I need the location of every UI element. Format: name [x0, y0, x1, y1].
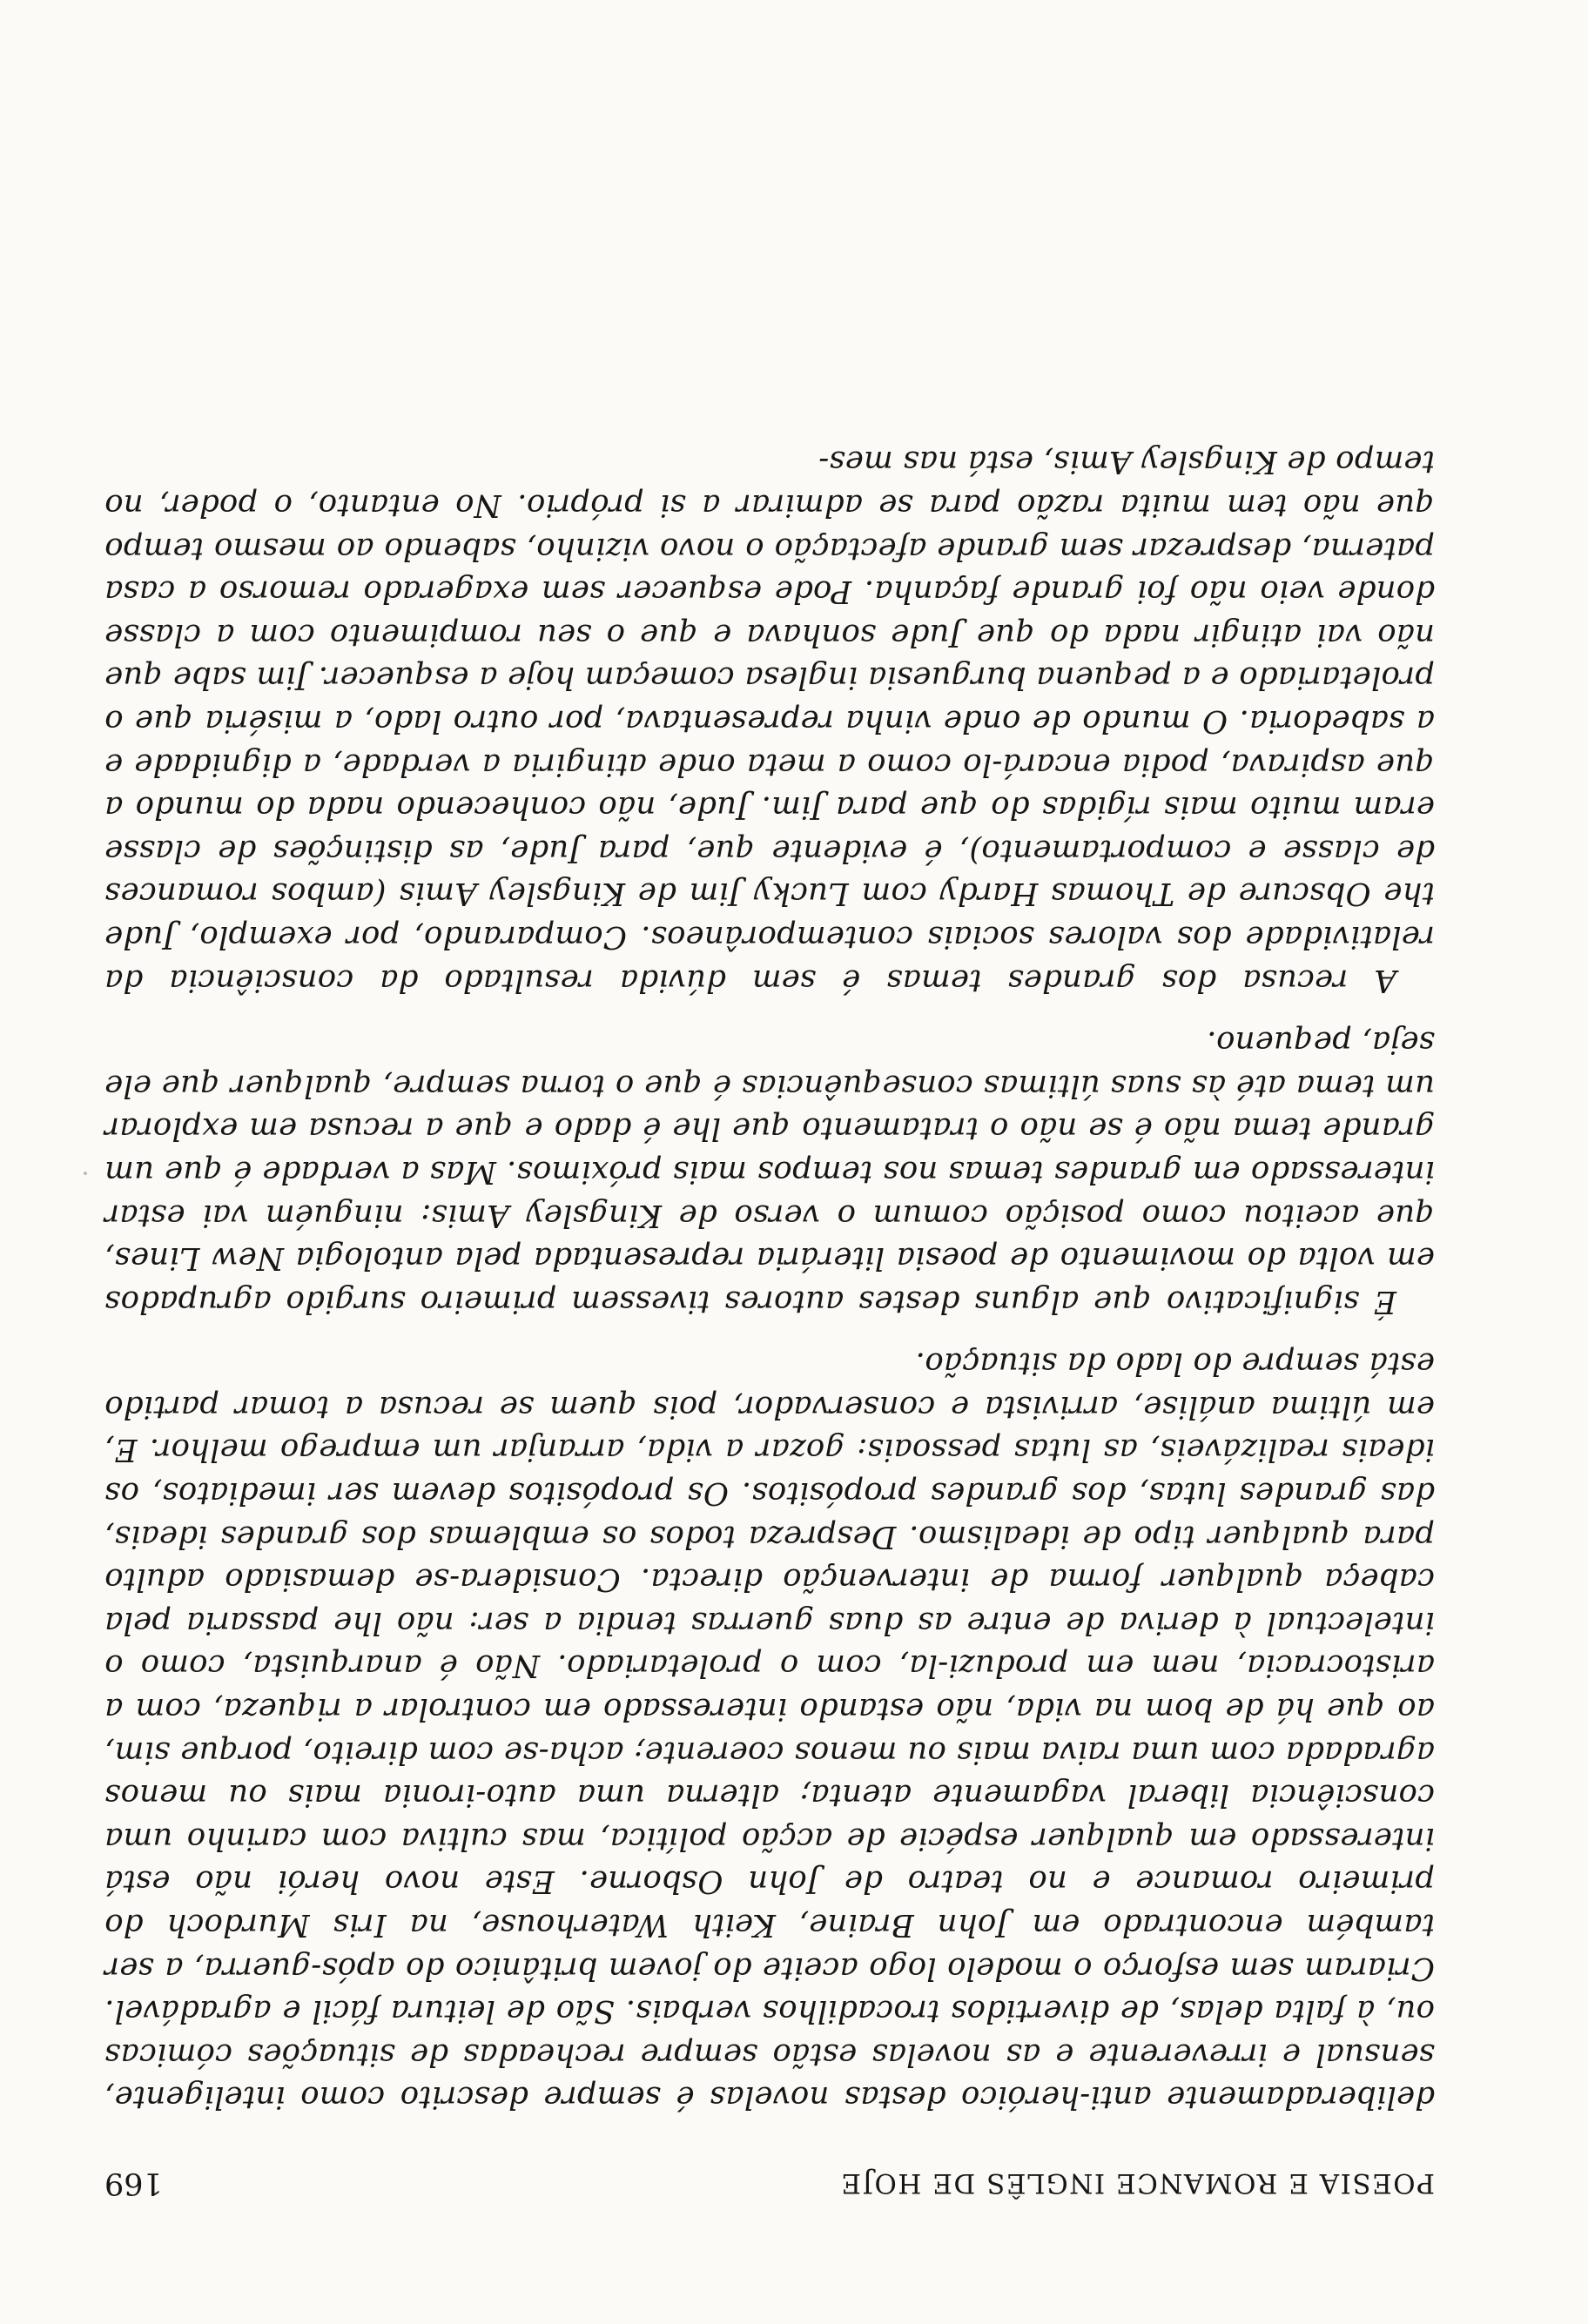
paragraph-continuation: deliberadamente anti-heróico destas novelas é sempre descrito como inteligente, sensual e irreverente e as novelas estão sempre recheadas de situações cómicas ou, à falta delas, de divertidos trocadilhos verbais. São de leitura fácil e agradável. Criaram sem esforço o modelo logo aceite do jovem britânico do após-guerra, a ser também encontrado em John Braine, Keith Waterhouse, na Iris Murdoch do primeiro romance e no teatro de John Osborne. Este novo herói não está interessado em qualquer espécie de acção política, mas cultiva com carinho uma consciência liberal vagamente atenta; alterna uma auto-ironia mais ou menos agradada com uma raiva mais ou menos coerente; acha-se com direito, porque sim, ao que há de bom na vida, não estando interessado em controlar a riqueza, com a aristocracia, nem em produzi-la, com o proletariado. Não é anarquista, como o intelectual à deriva de entre as duas guerras tendia a ser: não lhe passaria pela cabeça qualquer forma de intervenção directa. Considera-se demasiado adulto para qualquer tipo de idealismo. Despreza todos os emblemas dos grandes ideais, das grandes lutas, dos grandes propósitos. Os propósitos devem ser imediatos, os ideais realizáveis, as lutas pessoais: gozar a vida, arranjar um emprego melhor. E, em última análise, arrivista e conservador, pois quem se recusa a tomar partido está sempre do lado da situação. — [104, 1346, 1435, 2116]
paragraph-new-lines: É significativo que alguns destes autores tivessem primeiro surgido agrupados em volta do movimento de poesia literária representada pela antologia New Lines, que aceitou como posição comum o verso de Kingsley Amis: ninguém vai estar interessado em grandes temas nos tempos mais próximos. Mas a verdade é que um grande tema não é se não o tratamento que lhe é dado e que a recusa em explorar um tema até às suas últimas consequências é que o torna sempre, qualquer que ele seja, pequeno. — [104, 1024, 1435, 1320]
paragraph-grandes-temas: A recusa dos grandes temas é sem dúvida resultado da consciência da relatividade dos valores sociais contemporâneos. Comparando, por exemplo, Jude the Obscure de Thomas Hardy com Lucky Jim de Kingsley Amis (ambos romances de classe e comportamento), é evidente que, para Jude, as distinções de classe eram muito mais rígidas do que para Jim. Jude, não conhecendo nada do mundo a que aspirava, podia encará-lo como a meta onde atingiria a verdade, a dignidade e a sabedoria. O mundo de onde vinha representava, por outro lado, a miséria que o proletariado e a pequena burguesia inglesa começam hoje a esquecer. Jim sabe que não vai atingir nada do que Jude sonhava e que o seu rompimento com a classe donde veio não foi grande façanha. Pode esquecer sem exagerado remorso a casa paterna, desprezar sem grande afectação o novo vizinho, sabendo ao mesmo tempo que não tem muita razão para se admirar a si próprio. No entanto, o poder, no tempo de Kingsley Amis, está nas mes- — [104, 444, 1435, 998]
running-title: POESIA E ROMANCE INGLÊS DE HOJE — [839, 2167, 1435, 2199]
page-number: 169 — [104, 2166, 163, 2200]
text-block — [104, 421, 1435, 2204]
margin-mark — [84, 1172, 87, 1175]
running-header — [104, 2160, 1435, 2204]
